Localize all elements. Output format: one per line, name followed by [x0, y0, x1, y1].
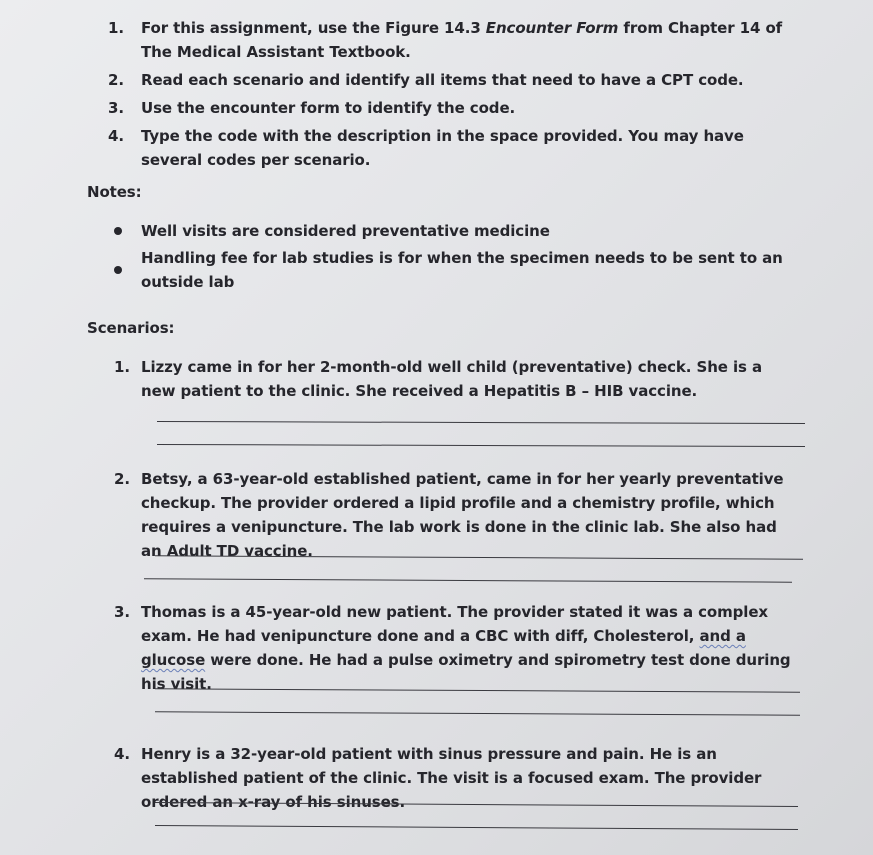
instruction-text [141, 16, 808, 64]
scenario-number: 3. [114, 603, 130, 621]
scenario-number: 4. [114, 745, 130, 763]
instructions-list [108, 16, 808, 176]
instruction-number: 2. [108, 71, 124, 89]
scenario-number: 1. [114, 358, 130, 376]
note-text: Well visits are considered preventative medicine [141, 222, 550, 240]
answer-line[interactable] [144, 578, 792, 582]
answer-line[interactable] [157, 421, 805, 424]
scenarios-heading: Scenarios: [87, 319, 175, 337]
instruction-text-part: from Chapter 14 of The Medical Assistant Textbook. [141, 19, 783, 61]
instruction-item [108, 96, 808, 120]
scenario-text: Lizzy came in for her 2-month-old well child (preventative) check. She is a new patient to the clinic. She received a Hepatitis B – HIB vaccine. [141, 358, 763, 400]
instruction-text: Use the encounter form to identify the code. [141, 99, 516, 117]
note-text: Handling fee for lab studies is for when the specimen needs to be sent to an outside lab [141, 249, 783, 291]
instruction-number: 3. [108, 99, 124, 117]
instruction-item [108, 16, 808, 64]
instruction-text: Type the code with the description in the space provided. You may have several codes per scenario. [141, 127, 744, 169]
bullet-icon [114, 227, 122, 235]
notes-list [114, 219, 814, 297]
spellcheck-underlined-text: and a glucose [141, 627, 746, 669]
answer-line[interactable] [155, 825, 798, 830]
encounter-form-italic: Encounter Form [485, 19, 619, 37]
scenario-text: Betsy, a 63-year-old established patient, came in for her yearly preventative checkup. The provider ordered a lipid profile and a chemistry profile, which requires a venipuncture. The lab work is done in the clinic lab. She also had an Adult TD vaccine. [141, 470, 784, 560]
answer-line[interactable] [155, 711, 800, 715]
bullet-icon [114, 266, 122, 274]
scenario-item [114, 600, 794, 696]
instruction-text: Read each scenario and identify all items that need to have a CPT code. [141, 71, 744, 89]
answer-line[interactable] [157, 444, 805, 447]
instruction-text-part: For this assignment, use the Figure 14.3 [141, 19, 486, 37]
scenario-text-part: Thomas is a 45-year-old new patient. The provider stated it was a complex exam. He had venipuncture done and a CBC with diff, Cholesterol, [141, 603, 768, 645]
scenario-text-part: were done. He had a pulse oximetry and spirometry test done during his visit. [141, 651, 791, 693]
scenario-number: 2. [114, 470, 130, 488]
scenario-item [114, 355, 794, 403]
instruction-number: 1. [108, 19, 124, 37]
note-item [114, 219, 814, 243]
instruction-item [108, 68, 808, 92]
scenario-text [141, 600, 794, 696]
scenario-text: Henry is a 32-year-old patient with sinus pressure and pain. He is an established patient of the clinic. The visit is a focused exam. The provider ordered an x-ray of his sinuses. [141, 745, 762, 811]
note-item [114, 246, 814, 294]
notes-heading: Notes: [87, 183, 142, 201]
instruction-number: 4. [108, 127, 124, 145]
instruction-item [108, 124, 808, 172]
scenario-item [114, 467, 794, 563]
